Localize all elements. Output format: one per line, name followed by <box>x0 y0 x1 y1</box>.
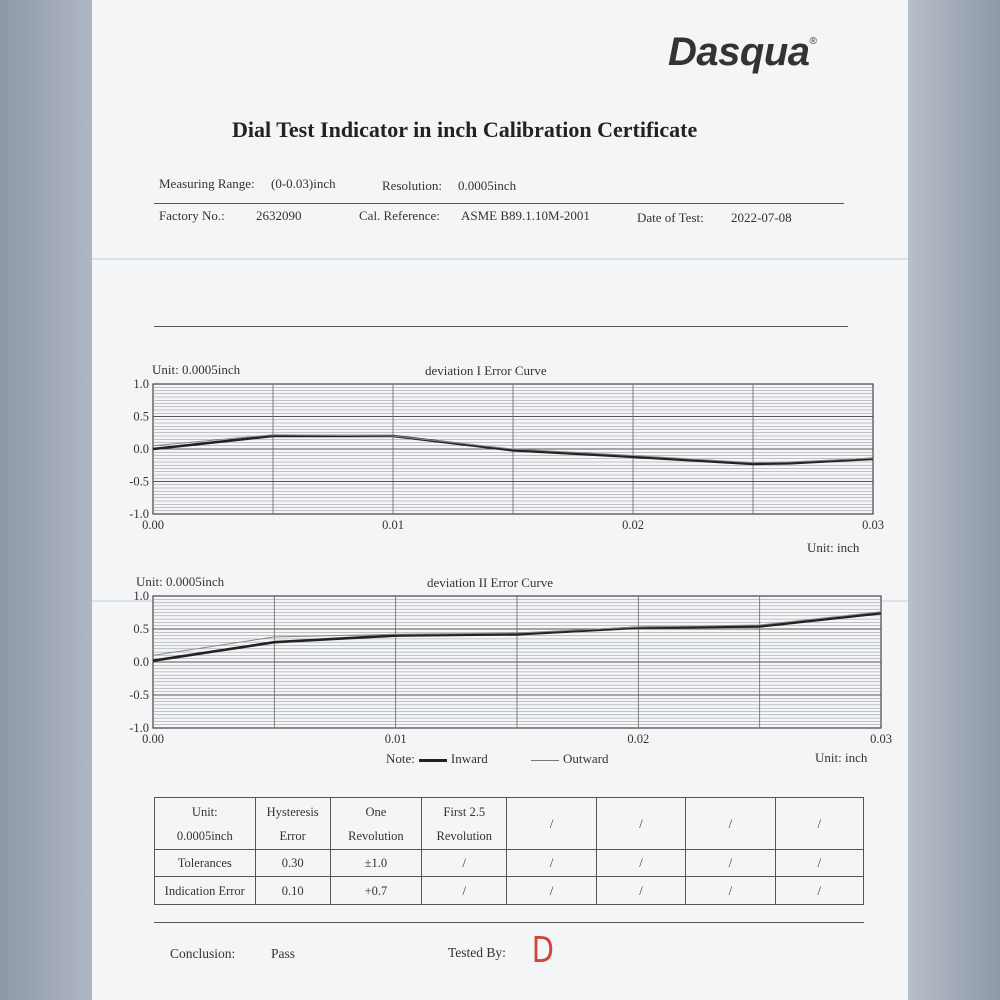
table-cell: One Revolution <box>330 798 421 850</box>
table-cell: 0.30 <box>255 850 330 877</box>
y-tick-label: 1.0 <box>133 377 149 391</box>
measuring-range-value: (0-0.03)inch <box>271 176 336 191</box>
brand-logo-text: Dasqua <box>668 30 810 74</box>
table-row <box>155 798 864 850</box>
table-cell: Tolerances <box>155 850 256 877</box>
paper-fold <box>92 600 908 602</box>
table-cell: Hysteresis Error <box>255 798 330 850</box>
results-table <box>154 797 864 905</box>
cal-reference-label: Cal. Reference: <box>359 208 440 223</box>
table-cell: / <box>686 798 775 850</box>
table-cell: / <box>596 798 685 850</box>
x-tick-label: 0.03 <box>870 732 892 746</box>
table-cell: Indication Error <box>155 877 256 905</box>
legend-note-label: Note: <box>386 751 415 766</box>
x-tick-label: 0.02 <box>622 518 644 532</box>
x-tick-label: 0.01 <box>382 518 404 532</box>
footer-divider <box>154 922 864 923</box>
chart1-unit-label: Unit: 0.0005inch <box>152 362 241 377</box>
paper-fold <box>92 258 908 260</box>
tested-by-label: Tested By: <box>448 945 506 960</box>
background-left <box>0 0 92 1000</box>
table-cell: / <box>422 877 507 905</box>
y-tick-label: 0.5 <box>133 409 149 424</box>
info-divider <box>154 203 844 204</box>
table-cell: / <box>507 798 596 850</box>
y-tick-label: 1.0 <box>133 589 149 603</box>
measuring-range-label: Measuring Range: <box>159 176 255 191</box>
background-right <box>908 0 1000 1000</box>
chart1-x-unit-label: Unit: inch <box>807 540 860 555</box>
resolution-value: 0.0005inch <box>458 178 517 193</box>
section-divider <box>154 326 848 327</box>
registered-mark: ® <box>809 36 817 47</box>
table-cell: / <box>507 850 596 877</box>
table-cell: ±1.0 <box>330 850 421 877</box>
y-tick-label: 0.0 <box>133 442 149 456</box>
tested-by-signature: D <box>531 930 554 971</box>
certificate-title: Dial Test Indicator in inch Calibration Certificate <box>232 117 698 142</box>
x-tick-label: 0.00 <box>142 518 164 532</box>
table-cell: 0.10 <box>255 877 330 905</box>
legend-inward-swatch <box>419 759 447 762</box>
table-cell: / <box>775 798 863 850</box>
date-label: Date of Test: <box>637 210 704 225</box>
table-cell: / <box>775 850 863 877</box>
table-cell: +0.7 <box>330 877 421 905</box>
table-cell: Unit: 0.0005inch <box>155 798 256 850</box>
y-tick-label: -0.5 <box>129 474 149 489</box>
x-tick-label: 0.02 <box>627 732 650 746</box>
table-cell: / <box>422 850 507 877</box>
legend <box>386 751 608 767</box>
table-row <box>155 877 864 905</box>
x-tick-label: 0.00 <box>142 732 164 746</box>
cal-reference-value: ASME B89.1.10M-2001 <box>461 208 590 223</box>
y-tick-label: 0.0 <box>133 655 149 669</box>
table-cell: / <box>686 877 775 905</box>
y-tick-label: -0.5 <box>129 688 149 702</box>
table-cell: First 2.5 Revolution <box>422 798 507 850</box>
legend-inward-label: Inward <box>450 751 488 766</box>
table-cell: / <box>596 850 685 877</box>
y-tick-label: -1.0 <box>129 721 149 735</box>
x-tick-label: 0.01 <box>384 732 407 746</box>
legend-outward-label: Outward <box>562 751 609 766</box>
x-tick-label: 0.03 <box>862 518 884 532</box>
chart2-x-unit-label: Unit: inch <box>815 750 868 765</box>
chart2-unit-label: Unit: 0.0005inch <box>136 574 225 589</box>
table-cell: / <box>686 850 775 877</box>
factory-no-value: 2632090 <box>256 208 302 223</box>
y-tick-label: -1.0 <box>129 507 149 521</box>
table-cell: / <box>507 877 596 905</box>
chart1-title: deviation I Error Curve <box>425 363 547 378</box>
legend-outward-swatch <box>531 760 559 761</box>
table-cell: / <box>596 877 685 905</box>
table-row <box>155 850 864 877</box>
chart2-title: deviation II Error Curve <box>427 575 553 590</box>
conclusion-label: Conclusion: <box>170 946 236 961</box>
resolution-label: Resolution: <box>382 178 442 193</box>
factory-no-label: Factory No.: <box>159 208 225 223</box>
conclusion-value: Pass <box>271 946 296 961</box>
table-cell: / <box>775 877 863 905</box>
y-tick-label: 0.5 <box>133 622 149 636</box>
date-value: 2022-07-08 <box>731 210 792 225</box>
brand-logo <box>668 30 816 75</box>
